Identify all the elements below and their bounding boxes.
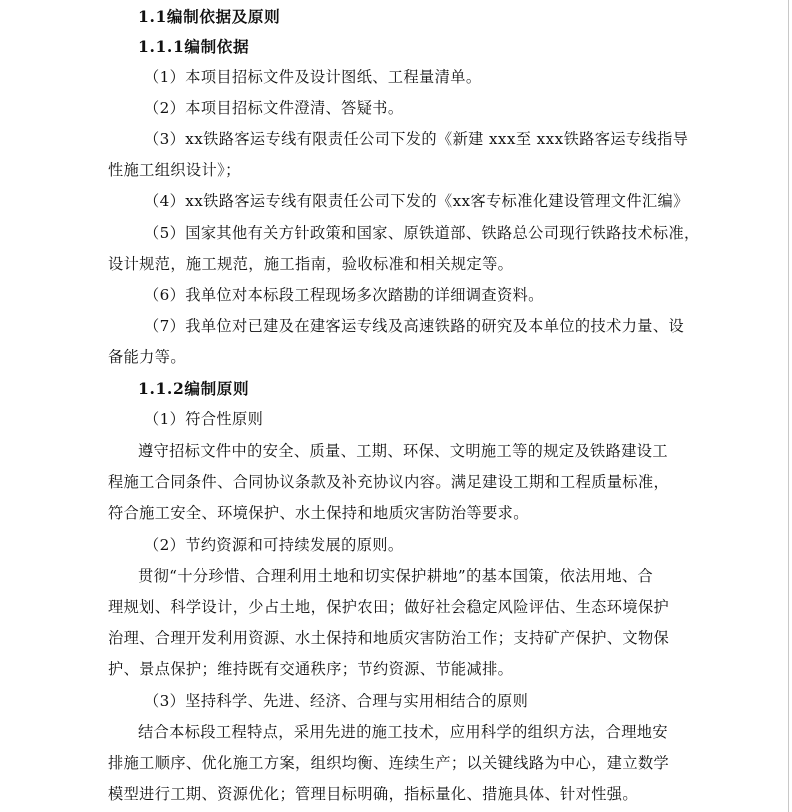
principle-3-text-1: 结合本标段工程特点，采用先进的施工技术，应用科学的组织方法，合理地安	[138, 723, 668, 741]
principle-2-text-2: 理规划、科学设计，少占土地，保护农田；做好社会稳定风险评估、生态环境保护	[108, 598, 670, 616]
principle-1-title: （1）符合性原则	[144, 410, 264, 428]
principle-1-text-1: 遵守招标文件中的安全、质量、工期、环保、文明施工等的规定及铁路建设工	[138, 442, 668, 460]
heading-1-1-2: 1.1.2编制原则	[138, 379, 250, 398]
list-item-3-cont: 性施工组织设计》；	[108, 161, 241, 179]
list-item-7-cont: 备能力等。	[108, 348, 186, 366]
heading-1-1: 1.1编制依据及原则	[138, 7, 281, 26]
list-item-2: （2）本项目招标文件澄清、答疑书。	[144, 99, 404, 117]
principle-1-text-3: 符合施工安全、环境保护、水土保持和地质灾害防治等要求。	[108, 504, 529, 522]
list-item-5-cont: 设计规范，施工规范，施工指南，验收标准和相关规定等。	[108, 255, 514, 273]
list-item-1: （1）本项目招标文件及设计图纸、工程量清单。	[144, 68, 482, 86]
principle-3-text-3: 模型进行工期、资源优化；管理目标明确，指标量化、措施具体、针对性强。	[108, 785, 638, 803]
principle-3-title: （3）坚持科学、先进、经济、合理与实用相结合的原则	[144, 692, 529, 710]
heading-1-1-1: 1.1.1编制依据	[138, 37, 250, 56]
principle-2-text-1: 贯彻“十分珍惜、合理利用土地和切实保护耕地”的基本国策，依法用地、合	[138, 567, 654, 585]
principle-2-text-4: 护、景点保护；维持既有交通秩序；节约资源、节能减排。	[108, 660, 514, 678]
principle-3-text-2: 排施工顺序、优化施工方案，组织均衡、连续生产；以关键线路为中心，建立数学	[108, 754, 670, 772]
principle-2-title: （2）节约资源和可持续发展的原则。	[144, 536, 404, 554]
principle-1-text-2: 程施工合同条件、合同协议条款及补充协议内容。满足建设工期和工程质量标准，	[108, 473, 670, 491]
list-item-7: （7）我单位对已建及在建客运专线及高速铁路的研究及本单位的技术力量、设	[144, 317, 685, 335]
principle-2-text-3: 治理、合理开发利用资源、水土保持和地质灾害防治工作；支持矿产保护、文物保	[108, 629, 670, 647]
page-edge	[788, 0, 789, 812]
list-item-5: （5）国家其他有关方针政策和国家、原铁道部、铁路总公司现行铁路技术标准，	[144, 224, 700, 242]
list-item-4: （4）xx铁路客运专线有限责任公司下发的《xx客专标准化建设管理文件汇编》	[144, 192, 689, 210]
list-item-6: （6）我单位对本标段工程现场多次踏勘的详细调查资料。	[144, 286, 544, 304]
list-item-3: （3）xx铁路客运专线有限责任公司下发的《新建 xxx至 xxx铁路客运专线指导	[144, 130, 689, 148]
